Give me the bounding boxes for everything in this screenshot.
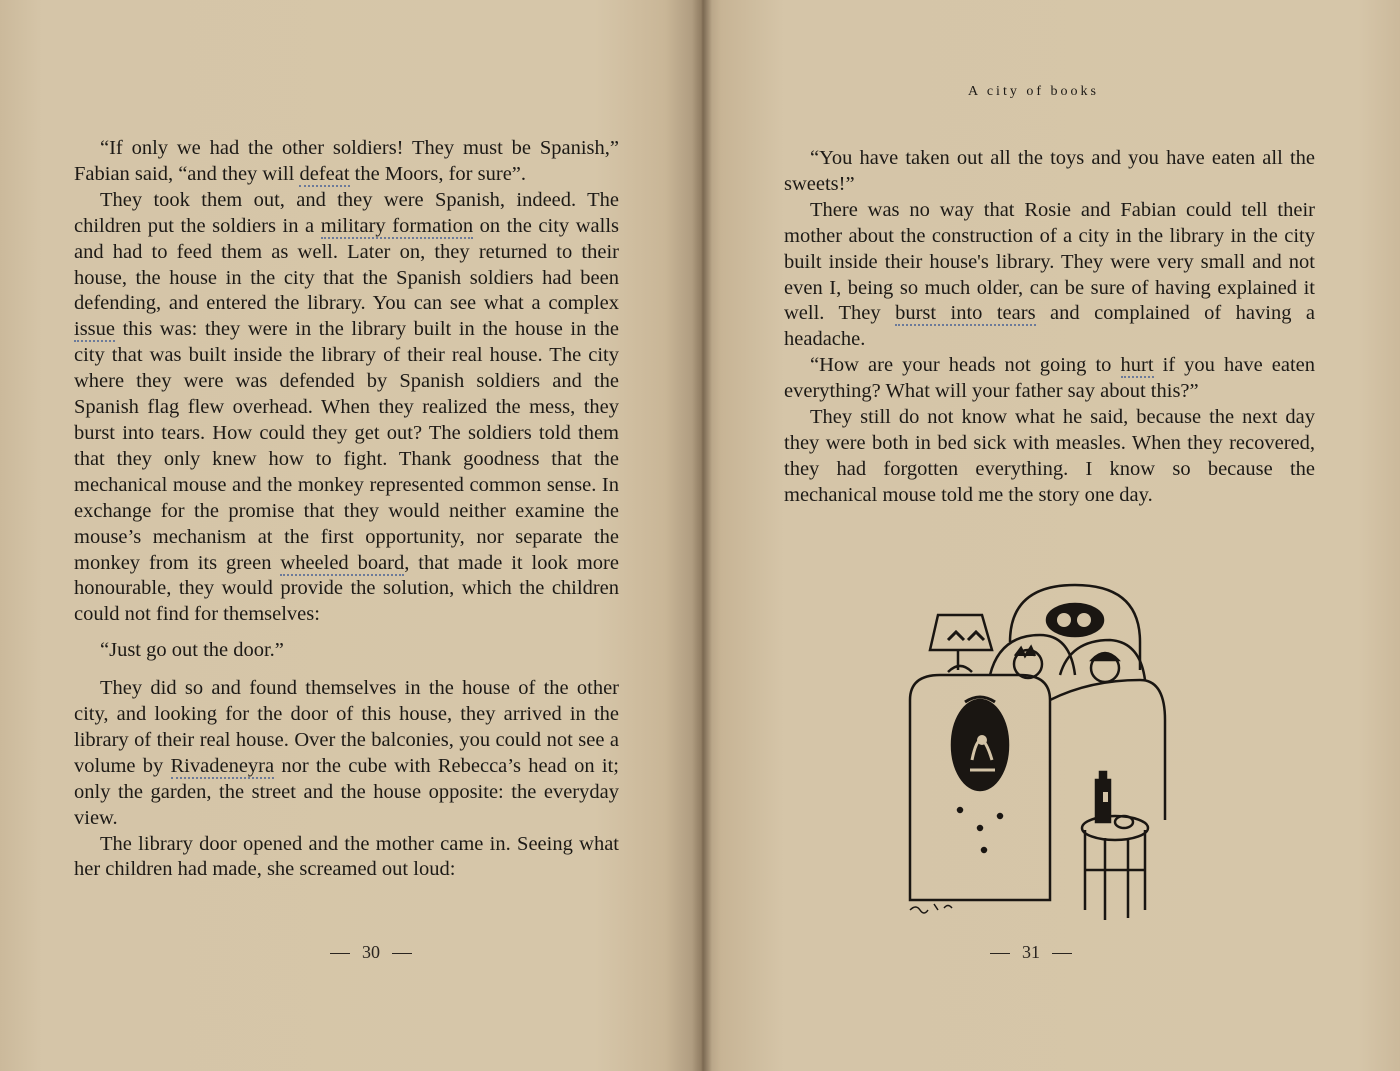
left-page-number-text: 30 [362, 942, 380, 962]
folio-dash [1052, 953, 1072, 954]
sick-children-in-bed-illustration [900, 580, 1180, 930]
paragraph-text: if you have eaten everything? What will your father say about this?” [784, 354, 1315, 403]
paragraph-text: nor the cube with Rebecca’s head on it; only the garden, the street and the house opposite: the everyday view. [74, 754, 619, 829]
paragraph-text: , that made it look more honourable, they would provide the solution, which the children could not find for themselves: [74, 551, 619, 626]
paragraph-text: There was no way that Rosie and Fabian could tell their mother about the construction of a city in the library in the city built inside their house's library. They were very small and not even I, being so much older, can be sure of having explained it well. They [784, 198, 1315, 325]
right-page-number [978, 942, 1084, 963]
right-page-body [784, 146, 1315, 509]
paragraph-text: and complained of having a headache. [784, 302, 1316, 351]
paragraph-text: the Moors, for sure”. [349, 162, 527, 185]
paragraph [74, 638, 619, 664]
paragraph-text: They still do not know what he said, because the next day they were both in bed sick with measles. When they recovered, they had forgotten everything. I know so because the mechanical mouse told me the story one day. [784, 406, 1315, 506]
glossary-term-link[interactable]: defeat [299, 162, 350, 185]
right-page [700, 0, 1400, 1071]
paragraph [74, 832, 619, 884]
paragraph-text: The library door opened and the mother came in. Seeing what her children had made, she screamed out loud: [74, 832, 619, 881]
paragraph-text: “You have taken out all the toys and you have eaten all the sweets!” [784, 147, 1315, 195]
paragraph-text: this was: they were in the library built in the house in the city that was built inside the library of their real house. The city where they were was defended by Spanish soldiers and the Spanish flag flew overhead. When they realized the mess, they burst into tears. How could they get out? The soldiers told them that they only knew how to fight. Thank goodness that the mechanical mouse and the monkey represented common sense. In exchange for the promise that they would neither examine the mouse’s mechanism at the first opportunity, nor separate the monkey from its green [74, 318, 619, 574]
folio-dash [392, 953, 412, 954]
paragraph [74, 188, 619, 628]
left-page-number [318, 942, 424, 963]
glossary-term-link[interactable]: wheeled board [280, 551, 405, 574]
paragraph-text: They did so and found themselves in the house of the other city, and looking for the door of this house, they arrived in the library of their real house. Over the balconies, you could not see a volume by [74, 677, 619, 777]
right-page-number-text: 31 [1022, 942, 1040, 962]
folio-dash [330, 953, 350, 954]
paragraph-text: They took them out, and they were Spanish, indeed. The children put the soldiers in a [74, 188, 619, 237]
paragraph [784, 146, 1315, 198]
glossary-term-link[interactable]: issue [74, 318, 115, 341]
paragraph-text: on the city walls and had to feed them as well. Later on, they returned to their house, the house in the city that the Spanish soldiers had been defending, and entered the library. You can see what a complex [74, 214, 619, 315]
running-header: A city of books [968, 84, 1099, 99]
paragraph [74, 676, 619, 831]
left-page-body [74, 136, 619, 883]
paragraph [784, 353, 1315, 405]
glossary-term-link[interactable]: burst into tears [895, 302, 1036, 325]
glossary-term-link[interactable]: Rivadeneyra [170, 754, 275, 777]
folio-dash [990, 953, 1010, 954]
paragraph [784, 198, 1315, 353]
glossary-term-link[interactable]: hurt [1120, 354, 1154, 377]
glossary-term-link[interactable]: military formation [320, 214, 474, 237]
paragraph [784, 405, 1315, 509]
paragraph-text: “Just go out the door.” [100, 639, 284, 662]
paragraph-text: “If only we had the other soldiers! They must be Spanish,” Fabian said, “and they will [74, 137, 619, 185]
paragraph-text: “How are your heads not going to [810, 354, 1121, 377]
paragraph [74, 136, 619, 188]
